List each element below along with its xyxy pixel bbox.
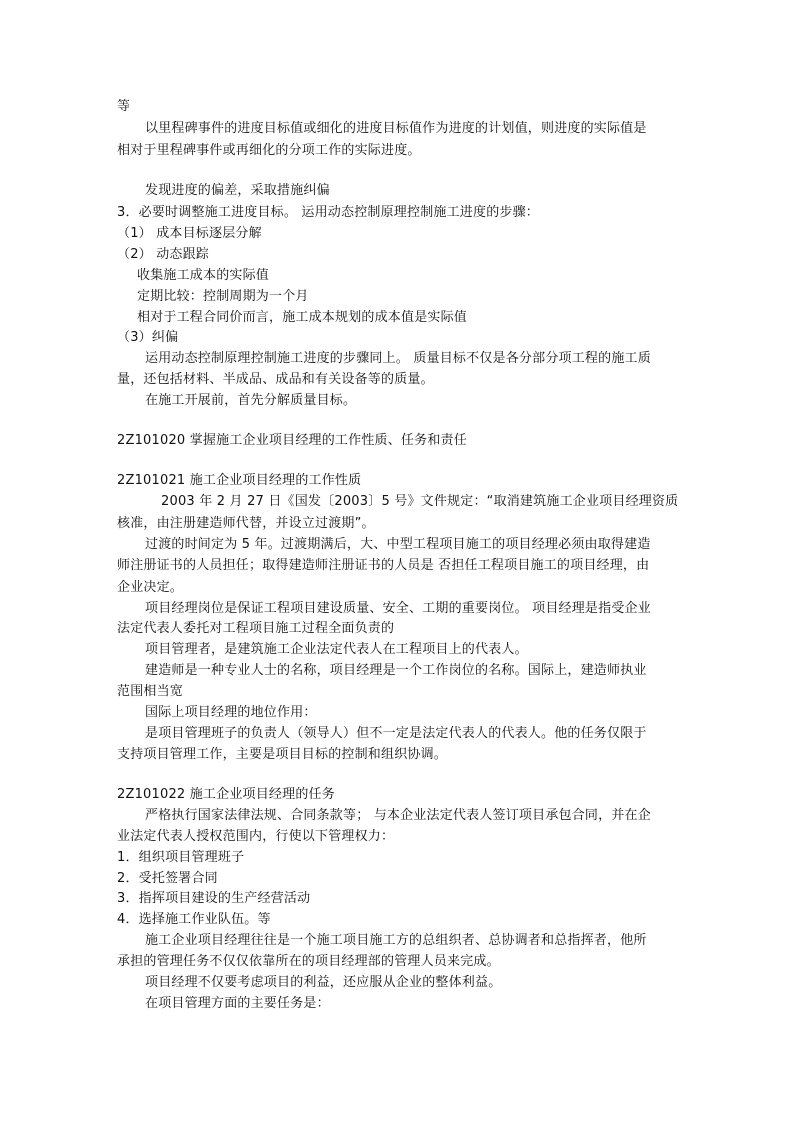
subsection-heading: 2Z101022 施工企业项目经理的任务: [117, 787, 335, 802]
text-line: 在施工开展前，首先分解质量目标。: [145, 393, 357, 408]
text-line: 在项目管理方面的主要任务是：: [145, 996, 330, 1011]
text-line: （2） 动态跟踪: [117, 247, 210, 262]
text-line: 2003 年 2 月 27 日《国发〔2003〕5 号》文件规定：“取消建筑施工企业项目经理资质: [161, 494, 679, 509]
list-item: 3．指挥项目建设的生产经营活动: [117, 891, 311, 906]
text-line: 是项目管理班子的负责人（领导人）但不一定是法定代表人的代表人。他的任务仅限于: [145, 726, 647, 741]
text-line: 定期比较：控制周期为一个月: [137, 289, 309, 304]
list-item: 4．选择施工作业队伍。等: [117, 912, 271, 927]
text-line: 支持项目管理工作，主要是项目目标的控制和组织协调。: [117, 747, 448, 762]
text-line: 3．必要时调整施工进度目标。 运用动态控制原理控制施工进度的步骤：: [117, 205, 540, 220]
text-line: 范围相当宽: [117, 684, 184, 699]
text-line: 项目经理不仅要考虑项目的利益，还应服从企业的整体利益。: [145, 975, 502, 990]
text-line: 承担的管理任务不仅仅依靠所在的项目经理部的管理人员来完成。: [117, 954, 500, 969]
text-line: 相对于里程碑事件或再细化的分项工作的实际进度。: [117, 143, 421, 158]
list-item: 1．组织项目管理班子: [117, 850, 245, 865]
text-line: 运用动态控制原理控制施工进度的步骤同上。 质量目标不仅是各分部分项工程的施工质: [145, 351, 651, 366]
text-line: 业法定代表人授权范围内，行使以下管理权力：: [117, 829, 395, 844]
text-line: 量，还包括材料、半成品、成品和有关设备等的质量。: [117, 372, 434, 387]
text-line: 过渡的时间定为 5 年。过渡期满后，大、中型工程项目施工的项目经理必须由取得建造: [145, 537, 651, 552]
list-item: 2．受托签署合同: [117, 871, 218, 886]
text-line: 发现进度的偏差，采取措施纠偏: [145, 183, 330, 198]
text-line: 项目经理岗位是保证工程项目建设质量、安全、工期的重要岗位。 项目经理是指受企业: [145, 601, 651, 616]
text-line: 相对于工程合同价而言，施工成本规划的成本值是实际值: [137, 310, 468, 325]
text-line: 师注册证书的人员担任；取得建造师注册证书的人员是 否担任工程项目施工的项目经理，由: [117, 558, 650, 573]
text-line: （1） 成本目标逐层分解: [117, 226, 262, 241]
text-line: 国际上项目经理的地位作用：: [145, 705, 317, 720]
text-line: 企业决定。: [117, 580, 184, 595]
text-line: 严格执行国家法律法规、合同条款等； 与本企业法定代表人签订项目承包合同，并在企: [145, 808, 651, 823]
text-line: 建造师是一种专业人士的名称，项目经理是一个工作岗位的名称。国际上，建造师执业: [145, 663, 647, 678]
text-line: 核准，由注册建造师代替，并设立过渡期”。: [117, 516, 375, 531]
text-line: （3）纠偏: [117, 330, 179, 345]
section-heading: 2Z101020 掌握施工企业项目经理的工作性质、任务和责任: [117, 433, 467, 448]
text-line: 收集施工成本的实际值: [137, 268, 270, 283]
text-line: 施工企业项目经理往往是一个施工项目施工方的总组织者、总协调者和总指挥者，他所: [145, 933, 647, 948]
subsection-heading: 2Z101021 施工企业项目经理的工作性质: [117, 473, 362, 488]
text-line: 等: [117, 99, 131, 114]
text-line: 项目管理者，是建筑施工企业法定代表人在工程项目上的代表人。: [145, 642, 528, 657]
text-line: 法定代表人委托对工程项目施工过程全面负责的: [117, 621, 395, 636]
text-line: 以里程碑事件的进度目标值或细化的进度目标值作为进度的计划值，则进度的实际值是: [145, 121, 647, 136]
